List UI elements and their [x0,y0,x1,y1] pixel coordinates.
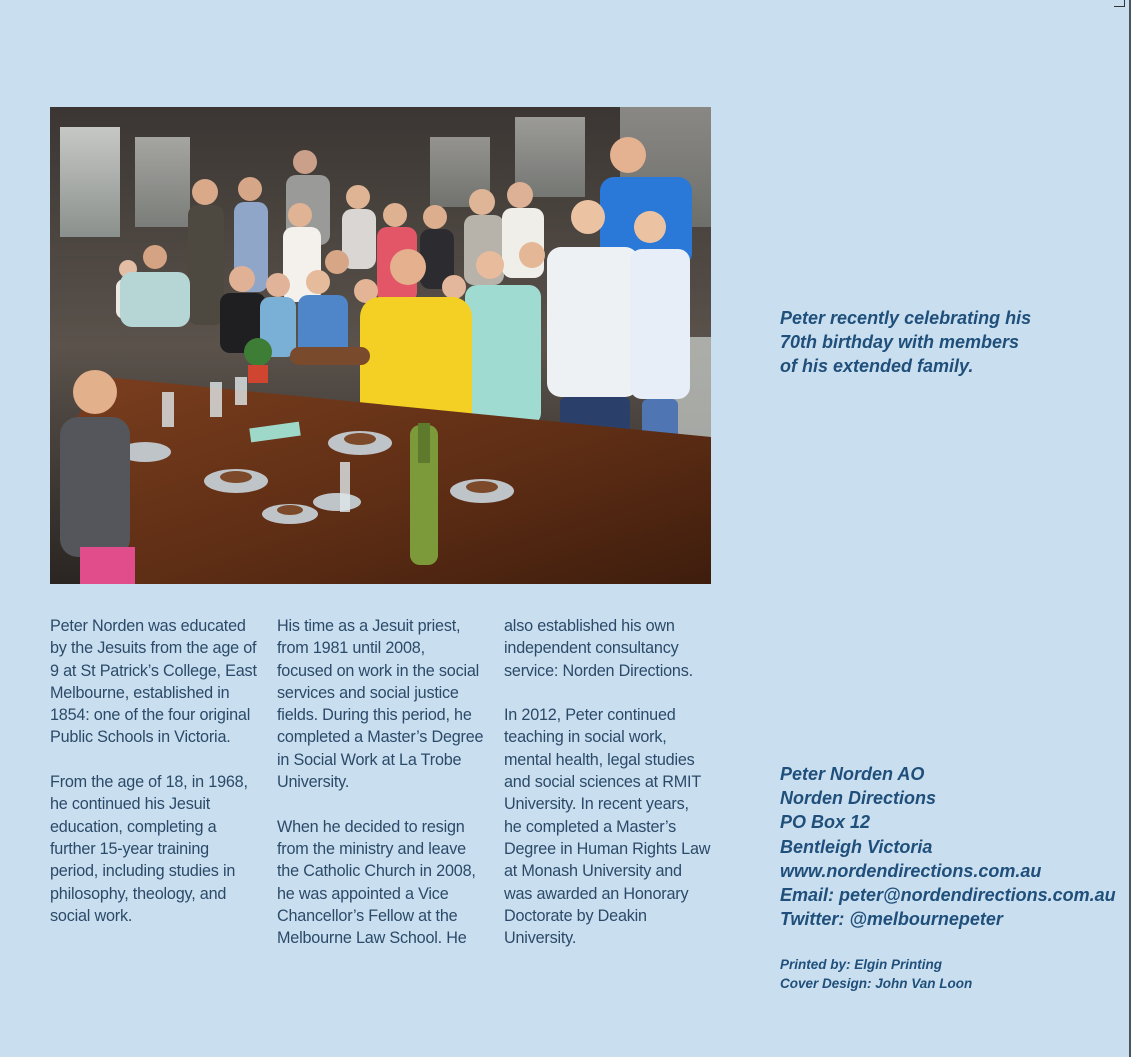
printer-credit: Printed by: Elgin Printing [780,957,942,972]
paragraph [504,615,716,682]
text-line: Public Schools in Victoria. [50,728,231,747]
text-line: University. In recent years, [504,795,689,814]
text-line: focused on work in the social [277,661,480,680]
text-column-1 [50,615,262,949]
text-line: University. [277,773,350,792]
paragraph [50,771,262,927]
text-line: philosophy, theology, and [50,884,227,903]
text-line: His time as a Jesuit priest, [277,617,461,635]
contact-organisation: Norden Directions [780,788,937,809]
contact-email: Email: peter@nordendirections.com.au [780,885,1116,906]
text-line: mental health, legal studies [504,750,695,769]
text-line: he completed a Master’s [504,817,677,836]
text-line: at Monash University and [504,862,682,881]
contact-block [780,762,1116,931]
text-line: the Catholic Church in 2008, [277,862,476,881]
text-line: in Social Work at La Trobe [277,750,462,769]
text-line: social work. [50,906,133,925]
text-line: he was appointed a Vice [277,884,449,903]
contact-suburb: Bentleigh Victoria [780,836,933,857]
text-line: independent consultancy [504,639,679,658]
contact-twitter: Twitter: @melbournepeter [780,909,1003,930]
text-line: from 1981 until 2008, [277,639,425,658]
text-line: Melbourne Law School. He [277,929,467,948]
contact-website: www.nordendirections.com.au [780,860,1042,881]
text-line: was awarded an Honorary [504,884,689,903]
caption-line: Peter recently celebrating his [780,308,1032,328]
text-line: completed a Master’s Degree [277,728,484,747]
credits-block [780,955,972,993]
text-line: from the ministry and leave [277,839,466,858]
text-line: From the age of 18, in 1968, [50,773,248,792]
text-column-2 [277,615,489,972]
text-line: teaching in social work, [504,728,667,747]
cover-design-credit: Cover Design: John Van Loon [780,976,973,991]
text-line: Peter Norden was educated [50,617,246,635]
text-line: Melbourne, established in [50,683,230,702]
text-line: service: Norden Directions. [504,661,693,680]
text-line: In 2012, Peter continued [504,706,676,725]
text-line: 1854: one of the four original [50,706,251,725]
text-line: Doctorate by Deakin [504,906,647,925]
family-photo [50,107,711,584]
text-line: and social sciences at RMIT [504,773,702,792]
text-column-3 [504,615,716,972]
text-line: education, completing a [50,817,217,836]
paragraph [277,615,489,793]
text-line: Degree in Human Rights Law [504,839,711,858]
text-line: also established his own [504,617,675,635]
paragraph [277,816,489,950]
text-line: Chancellor’s Fellow at the [277,906,458,925]
text-line: by the Jesuits from the age of [50,639,257,658]
text-line: services and social justice [277,683,459,702]
text-line: he continued his Jesuit [50,795,211,814]
crop-mark [1114,0,1125,7]
paragraph [504,704,716,949]
caption-line: of his extended family. [780,356,974,376]
contact-name: Peter Norden AO [780,764,925,784]
text-line: When he decided to resign [277,817,465,836]
text-line: fields. During this period, he [277,706,472,725]
contact-po-box: PO Box 12 [780,812,871,833]
photo-caption [780,306,1100,378]
text-line: University. [504,929,577,948]
text-line: 9 at St Patrick’s College, East [50,661,257,680]
paragraph [50,615,262,749]
text-line: period, including studies in [50,862,236,881]
caption-line: 70th birthday with members [780,332,1020,352]
text-line: further 15-year training [50,839,209,858]
